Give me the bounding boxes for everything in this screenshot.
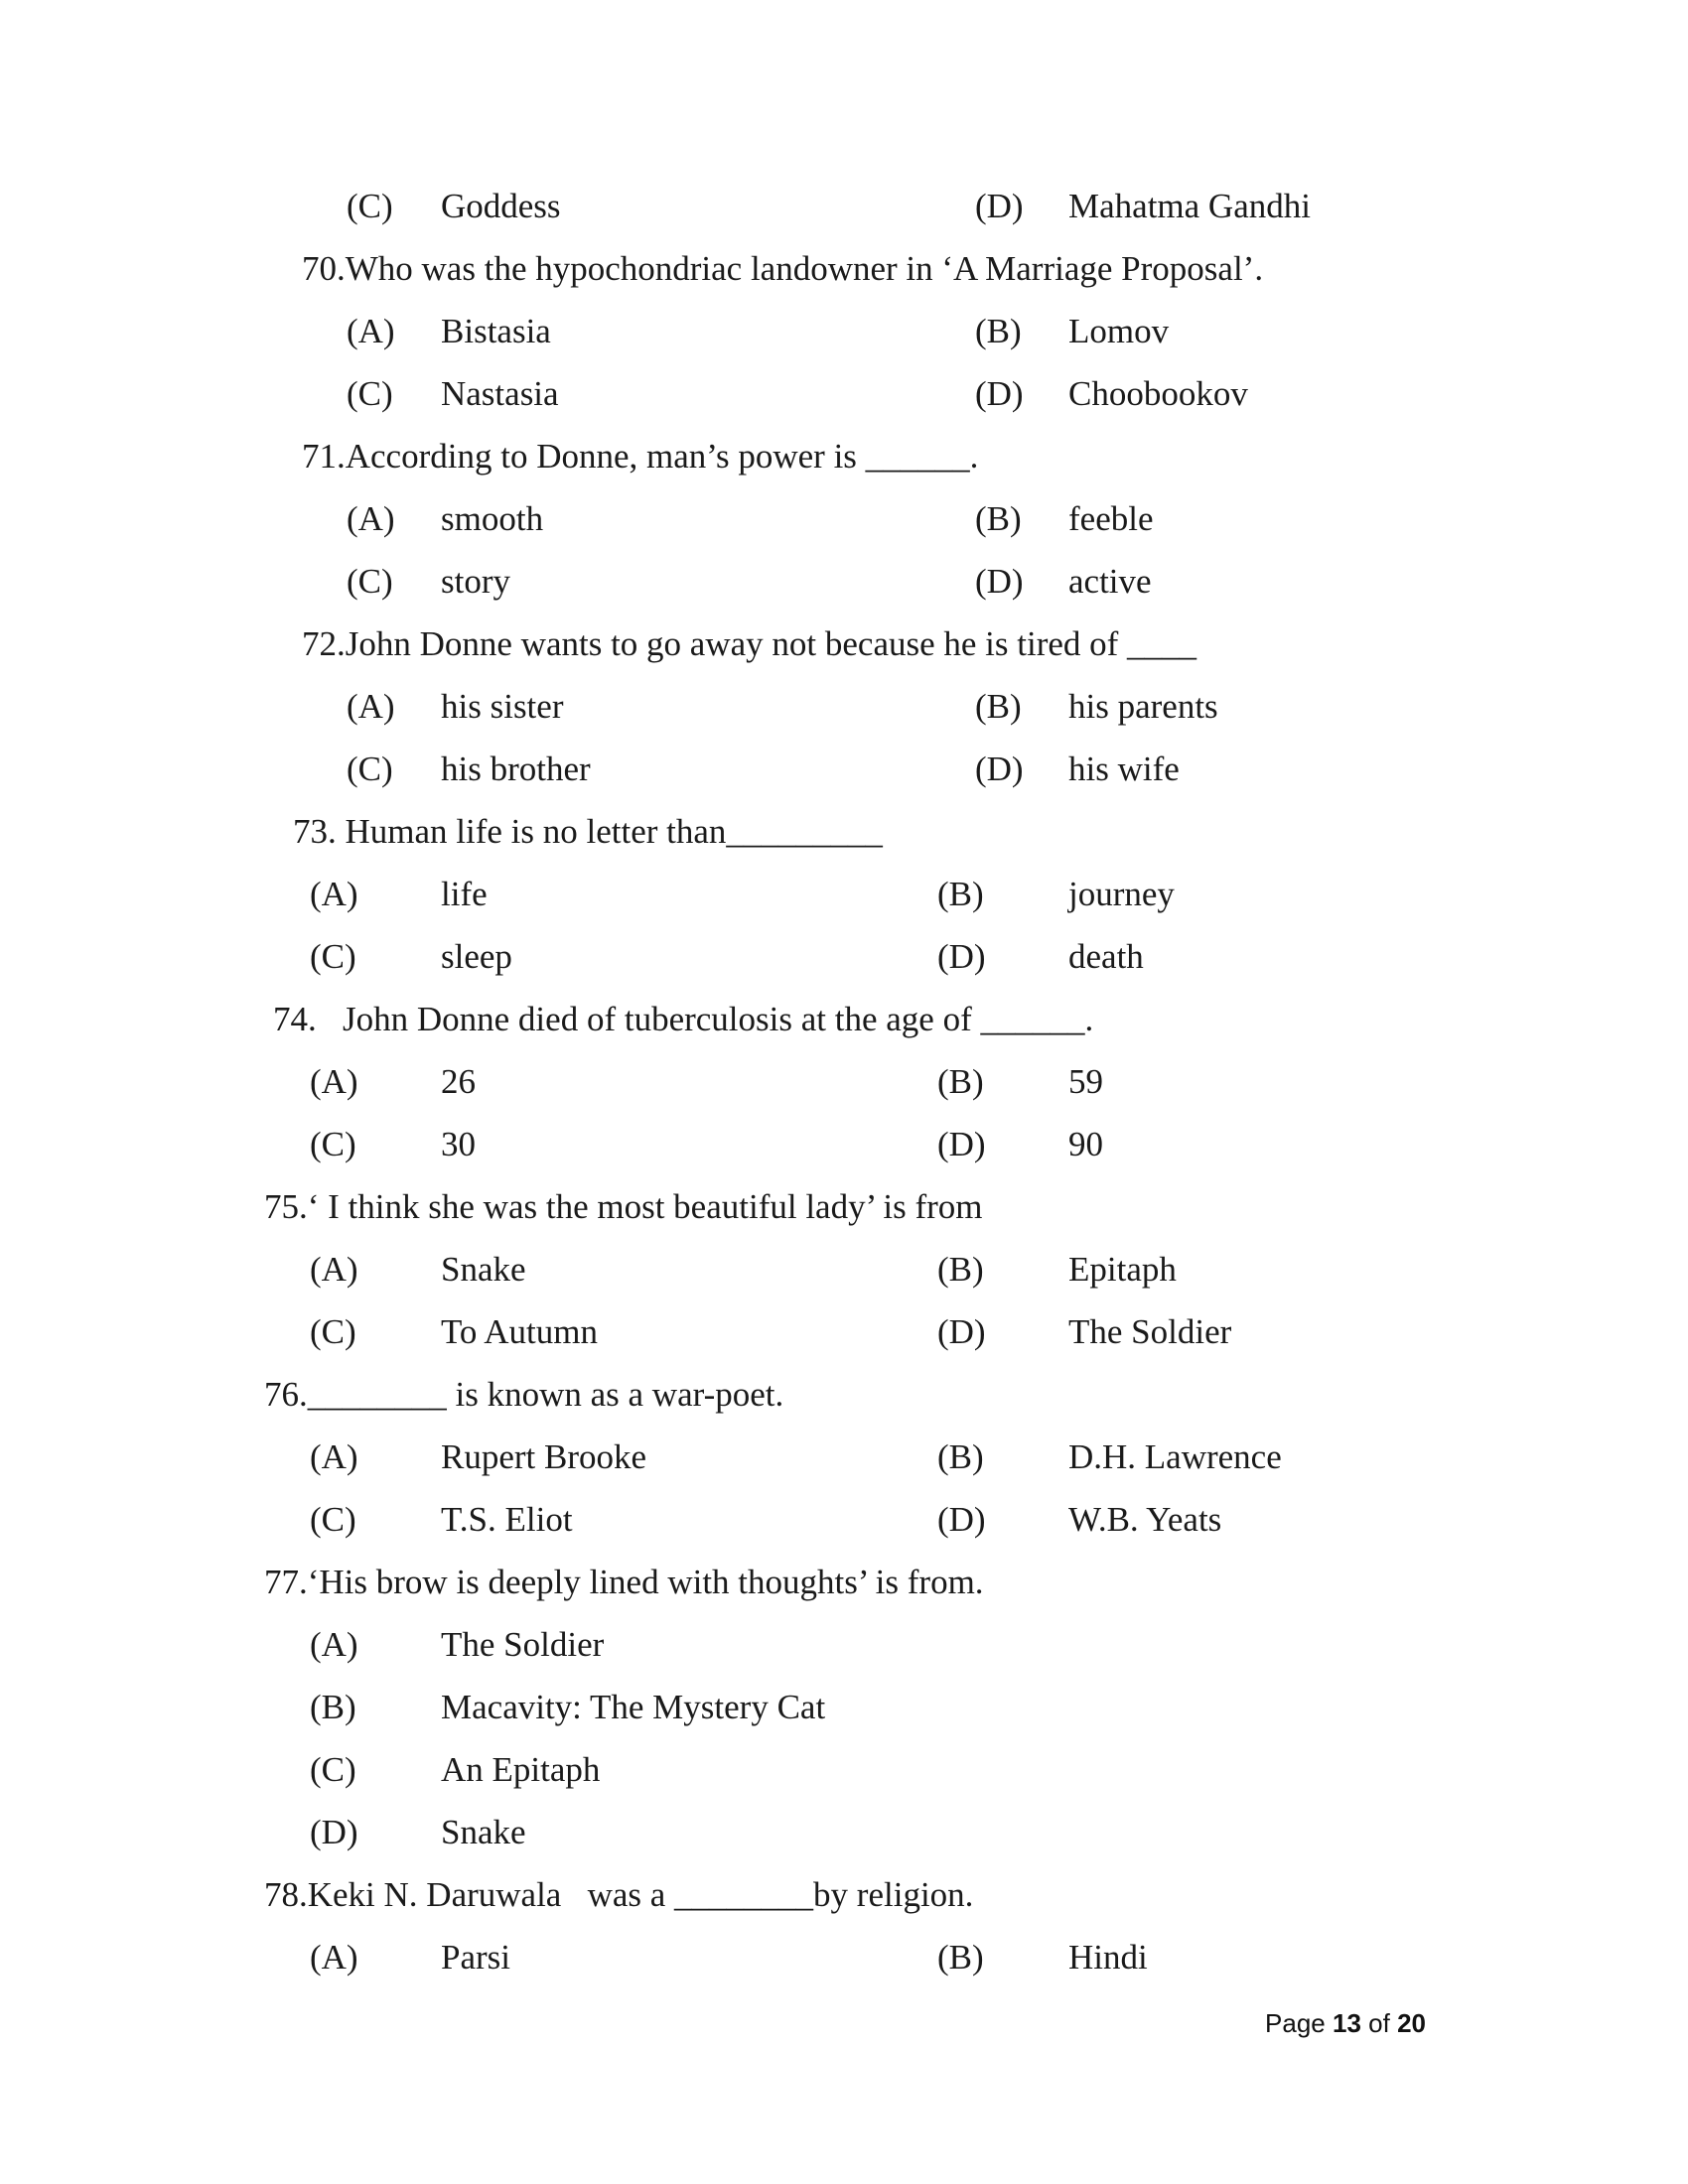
option-label: (C) xyxy=(310,1125,356,1163)
option-label: (C) xyxy=(310,937,356,976)
of-word: of xyxy=(1368,2008,1390,2038)
page-word: Page xyxy=(1265,2008,1326,2038)
option-text: journey xyxy=(1068,875,1175,913)
option-label: (C) xyxy=(347,750,393,788)
option-label: (A) xyxy=(310,1625,358,1664)
option-text: Lomov xyxy=(1068,312,1170,350)
option-text: The Soldier xyxy=(441,1625,605,1664)
option-text: T.S. Eliot xyxy=(441,1500,573,1539)
option-label: (C) xyxy=(310,1750,356,1789)
option-text: his brother xyxy=(441,750,591,788)
option-text: D.H. Lawrence xyxy=(1068,1437,1282,1476)
option-label: (B) xyxy=(937,875,984,913)
option-text: active xyxy=(1068,562,1152,601)
option-text: Nastasia xyxy=(441,374,559,413)
option-label: (D) xyxy=(975,187,1024,225)
option-text: Rupert Brooke xyxy=(441,1437,647,1476)
option-label: (C) xyxy=(310,1312,356,1351)
option-label: (D) xyxy=(937,1125,986,1163)
option-label: (D) xyxy=(937,1312,986,1351)
option-label: (C) xyxy=(347,187,393,225)
option-label: (C) xyxy=(310,1500,356,1539)
option-text: his sister xyxy=(441,687,564,726)
option-label: (B) xyxy=(937,1938,984,1977)
option-label: (A) xyxy=(310,1938,358,1977)
question-72: 72.John Donne wants to go away not because he is tired of ____ xyxy=(302,624,1197,663)
option-text: Mahatma Gandhi xyxy=(1068,187,1311,225)
option-label: (B) xyxy=(937,1062,984,1101)
option-text: Snake xyxy=(441,1250,526,1289)
option-label: (A) xyxy=(310,1062,358,1101)
option-text: Snake xyxy=(441,1813,526,1851)
option-label: (B) xyxy=(975,312,1022,350)
option-text: Macavity: The Mystery Cat xyxy=(441,1688,826,1726)
question-74: 74. John Donne died of tuberculosis at the age of ______. xyxy=(273,1000,1094,1038)
option-label: (A) xyxy=(310,1250,358,1289)
option-text: his wife xyxy=(1068,750,1180,788)
question-73: 73. Human life is no letter than_________ xyxy=(293,812,883,851)
option-text: his parents xyxy=(1068,687,1218,726)
option-label: (A) xyxy=(347,687,395,726)
page-number xyxy=(1265,2007,1426,2039)
option-text: 59 xyxy=(1068,1062,1103,1101)
option-text: W.B. Yeats xyxy=(1068,1500,1222,1539)
option-text: An Epitaph xyxy=(441,1750,601,1789)
option-label: (D) xyxy=(937,937,986,976)
option-label: (B) xyxy=(937,1250,984,1289)
option-text: 30 xyxy=(441,1125,476,1163)
option-text: Parsi xyxy=(441,1938,510,1977)
question-70: 70.Who was the hypochondriac landowner in ‘A Marriage Proposal’. xyxy=(302,249,1264,288)
option-text: Goddess xyxy=(441,187,561,225)
question-76: 76.________ is known as a war-poet. xyxy=(264,1375,784,1414)
option-label: (C) xyxy=(347,562,393,601)
option-text: feeble xyxy=(1068,499,1154,538)
option-text: Epitaph xyxy=(1068,1250,1177,1289)
question-71: 71.According to Donne, man’s power is ______. xyxy=(302,437,979,476)
option-text: story xyxy=(441,562,510,601)
option-label: (D) xyxy=(975,562,1024,601)
option-text: The Soldier xyxy=(1068,1312,1232,1351)
option-label: (D) xyxy=(937,1500,986,1539)
question-75: 75.‘ I think she was the most beautiful lady’ is from xyxy=(264,1187,983,1226)
option-text: 26 xyxy=(441,1062,476,1101)
option-label: (A) xyxy=(347,312,395,350)
option-label: (B) xyxy=(975,687,1022,726)
option-label: (D) xyxy=(310,1813,358,1851)
option-label: (D) xyxy=(975,750,1024,788)
option-label: (A) xyxy=(310,1437,358,1476)
option-label: (B) xyxy=(937,1437,984,1476)
option-text: Choobookov xyxy=(1068,374,1248,413)
option-text: smooth xyxy=(441,499,544,538)
page-total: 20 xyxy=(1397,2008,1426,2038)
option-text: Hindi xyxy=(1068,1938,1148,1977)
question-77: 77.‘His brow is deeply lined with thoughts’ is from. xyxy=(264,1563,984,1601)
question-78: 78.Keki N. Daruwala was a ________by religion. xyxy=(264,1875,974,1914)
option-label: (B) xyxy=(975,499,1022,538)
option-label: (B) xyxy=(310,1688,356,1726)
option-label: (A) xyxy=(347,499,395,538)
option-label: (D) xyxy=(975,374,1024,413)
page-current: 13 xyxy=(1333,2008,1361,2038)
option-label: (A) xyxy=(310,875,358,913)
option-text: Bistasia xyxy=(441,312,551,350)
option-text: life xyxy=(441,875,488,913)
option-text: sleep xyxy=(441,937,512,976)
option-label: (C) xyxy=(347,374,393,413)
option-text: 90 xyxy=(1068,1125,1103,1163)
option-text: death xyxy=(1068,937,1144,976)
option-text: To Autumn xyxy=(441,1312,598,1351)
